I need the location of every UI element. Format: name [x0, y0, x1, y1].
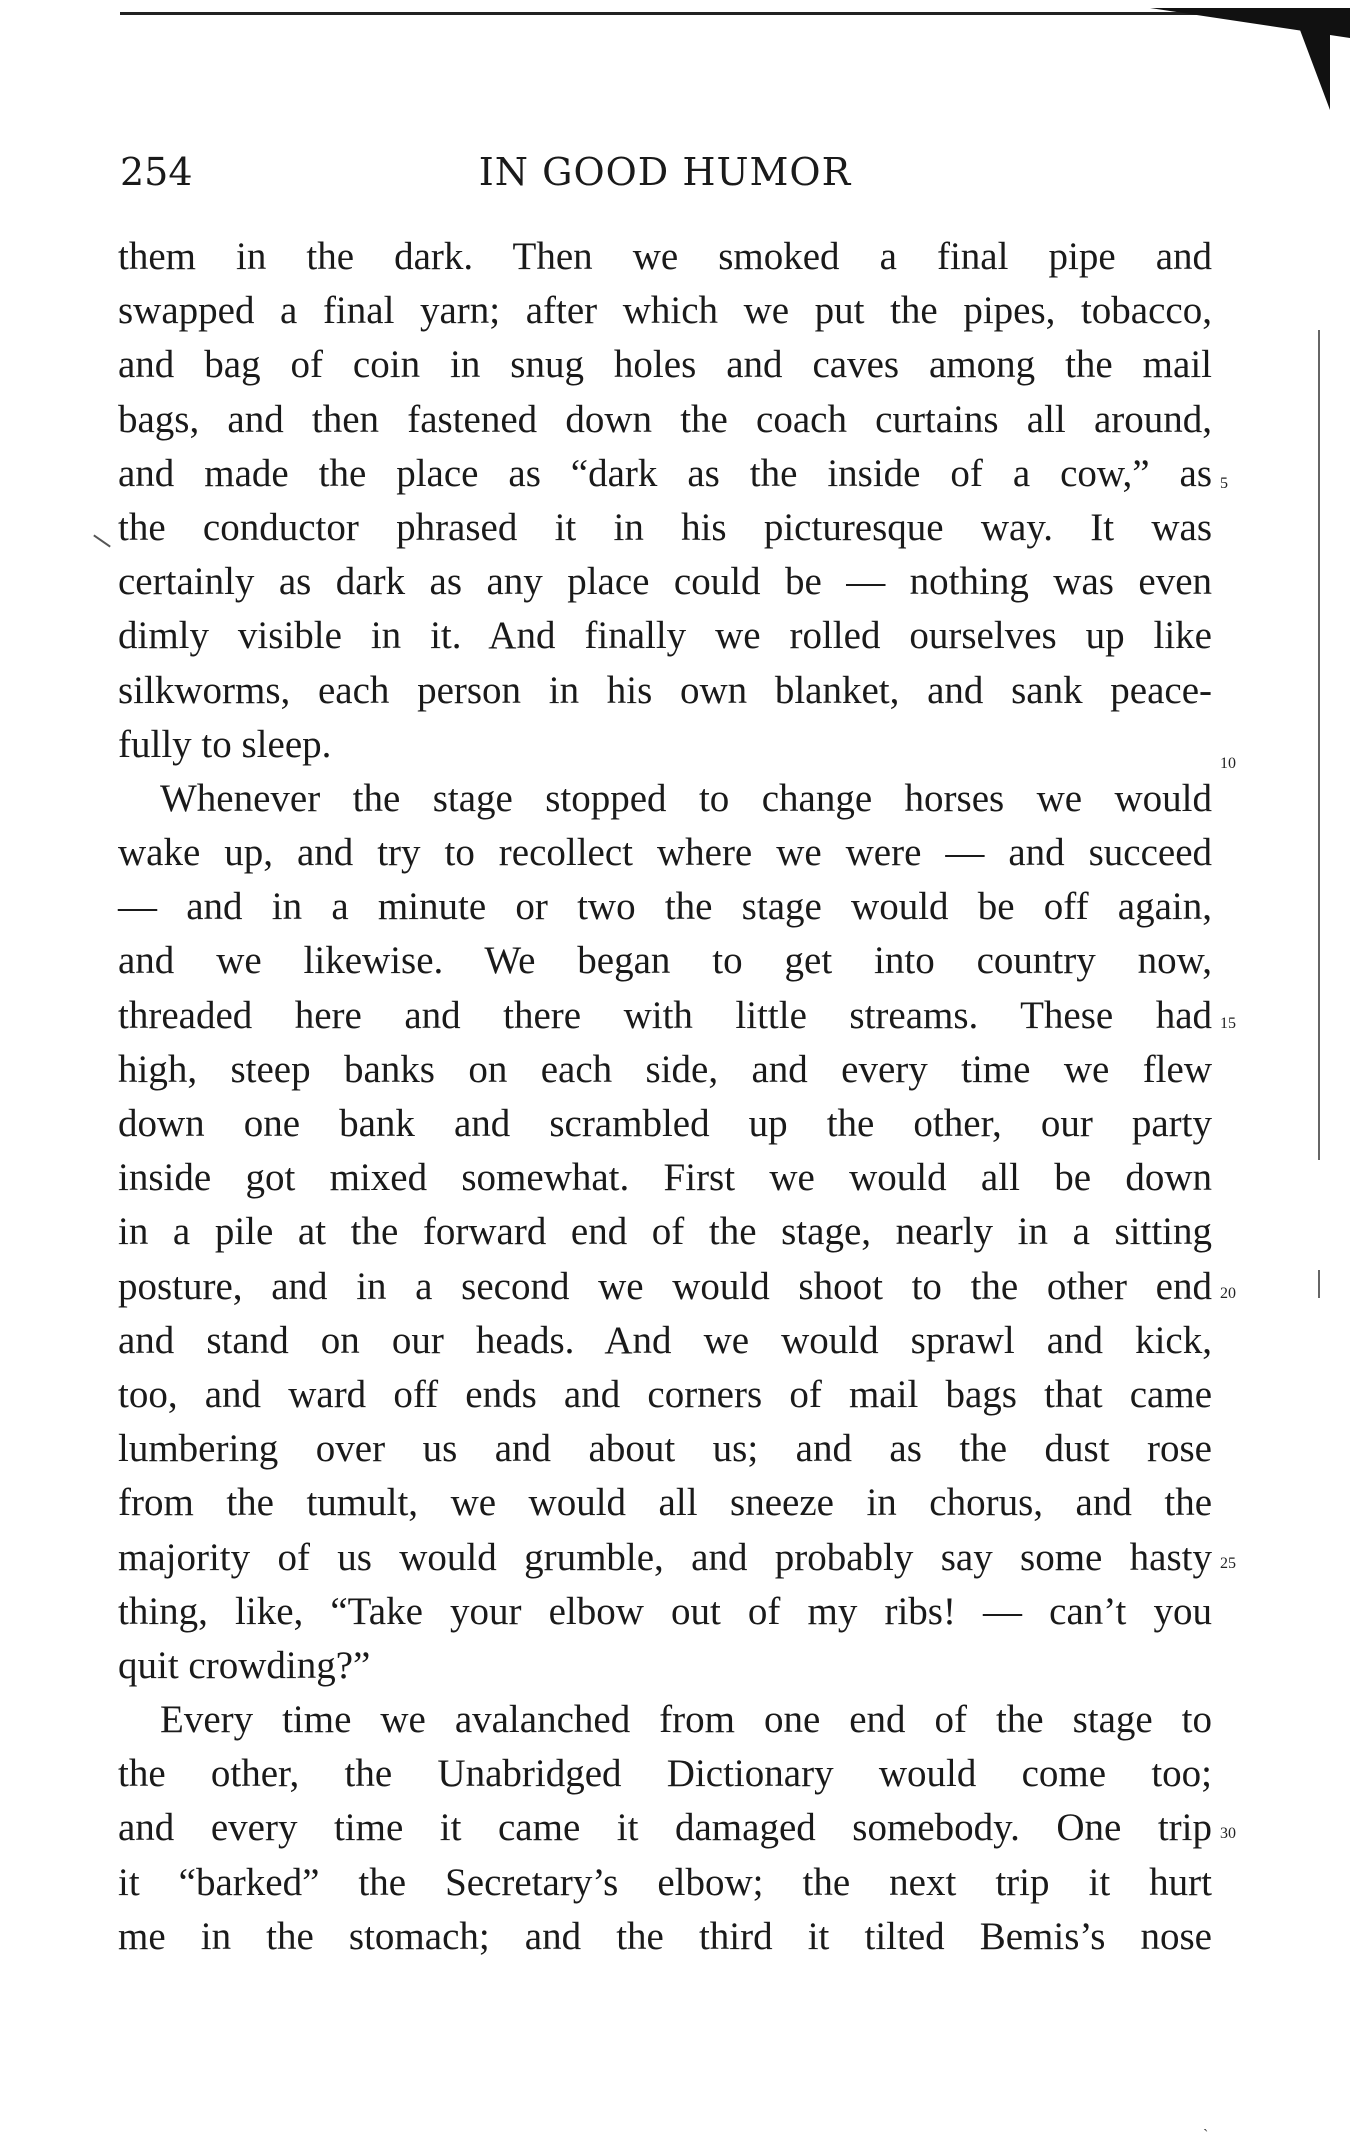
line-number: 10: [1220, 755, 1236, 772]
text-line: quit crowding?”: [118, 1643, 371, 1687]
running-head: IN GOOD HUMOR: [478, 150, 852, 194]
text-line: swapped a final yarn; after which we put the pipes, tobacco,: [118, 289, 1212, 333]
text-line: the other, the Unabridged Dictionary would come too;: [118, 1752, 1212, 1796]
text-line: Whenever the stage stopped to change horses we would: [160, 776, 1212, 820]
line-number: 5: [1220, 475, 1228, 492]
text-line: inside got mixed somewhat. First we would all be down: [118, 1156, 1212, 1200]
stray-mark-bottom: ˎ: [1203, 2115, 1209, 2132]
text-line: certainly as dark as any place could be — nothing was even: [118, 560, 1212, 604]
text-line: and we likewise. We began to get into country now,: [118, 939, 1212, 983]
line-number: 15: [1220, 1015, 1236, 1032]
text-line: and every time it came it damaged somebody. One trip: [118, 1806, 1212, 1850]
text-line: and bag of coin in snug holes and caves among the mail: [118, 343, 1212, 387]
text-line: — and in a minute or two the stage would be off again,: [118, 885, 1212, 929]
margin-tick: [1318, 1270, 1320, 1298]
text-line: and stand on our heads. And we would sprawl and kick,: [118, 1318, 1212, 1362]
page-number: 254: [120, 150, 193, 194]
page-header: [120, 150, 1210, 200]
top-rule: [120, 12, 1310, 15]
stray-mark: [93, 534, 111, 547]
page-corner-edge: [1300, 30, 1330, 110]
text-line: in a pile at the forward end of the stage, nearly in a sitting: [118, 1210, 1212, 1254]
body-text: [118, 230, 1212, 1964]
text-line: and made the place as “dark as the inside of a cow,” as: [118, 451, 1212, 495]
line-number: 30: [1220, 1825, 1236, 1842]
text-line: lumbering over us and about us; and as the dust rose: [118, 1427, 1212, 1471]
text-line: thing, like, “Take your elbow out of my ribs! — can’t you: [118, 1589, 1212, 1633]
text-line: me in the stomach; and the third it tilted Bemis’s nose: [118, 1914, 1212, 1958]
text-line: high, steep banks on each side, and every time we flew: [118, 1047, 1212, 1091]
text-line: Every time we avalanched from one end of the stage to: [160, 1698, 1212, 1742]
text-line: threaded here and there with little streams. These had: [118, 993, 1212, 1037]
text-line: the conductor phrased it in his picturesque way. It was: [118, 505, 1212, 549]
text-line: them in the dark. Then we smoked a final pipe and: [118, 235, 1212, 278]
text-line: wake up, and try to recollect where we were — and succeed: [118, 831, 1212, 875]
line-number: 20: [1220, 1285, 1236, 1302]
margin-line: [1318, 330, 1320, 1160]
text-line: silkworms, each person in his own blanket, and sank peace-: [118, 668, 1212, 712]
text-line: too, and ward off ends and corners of mail bags that came: [118, 1372, 1212, 1416]
text-line: bags, and then fastened down the coach curtains all around,: [118, 397, 1212, 441]
text-line: fully to sleep.: [118, 722, 332, 766]
text-line: down one bank and scrambled up the other, our party: [118, 1102, 1212, 1145]
line-number: 25: [1220, 1555, 1236, 1572]
text-line: dimly visible in it. And finally we rolled ourselves up like: [118, 614, 1212, 658]
text-line: posture, and in a second we would shoot to the other end: [118, 1264, 1212, 1308]
text-line: majority of us would grumble, and probably say some hasty: [118, 1535, 1212, 1579]
text-line: from the tumult, we would all sneeze in chorus, and the: [118, 1481, 1212, 1525]
text-line: it “barked” the Secretary’s elbow; the next trip it hurt: [118, 1860, 1212, 1904]
